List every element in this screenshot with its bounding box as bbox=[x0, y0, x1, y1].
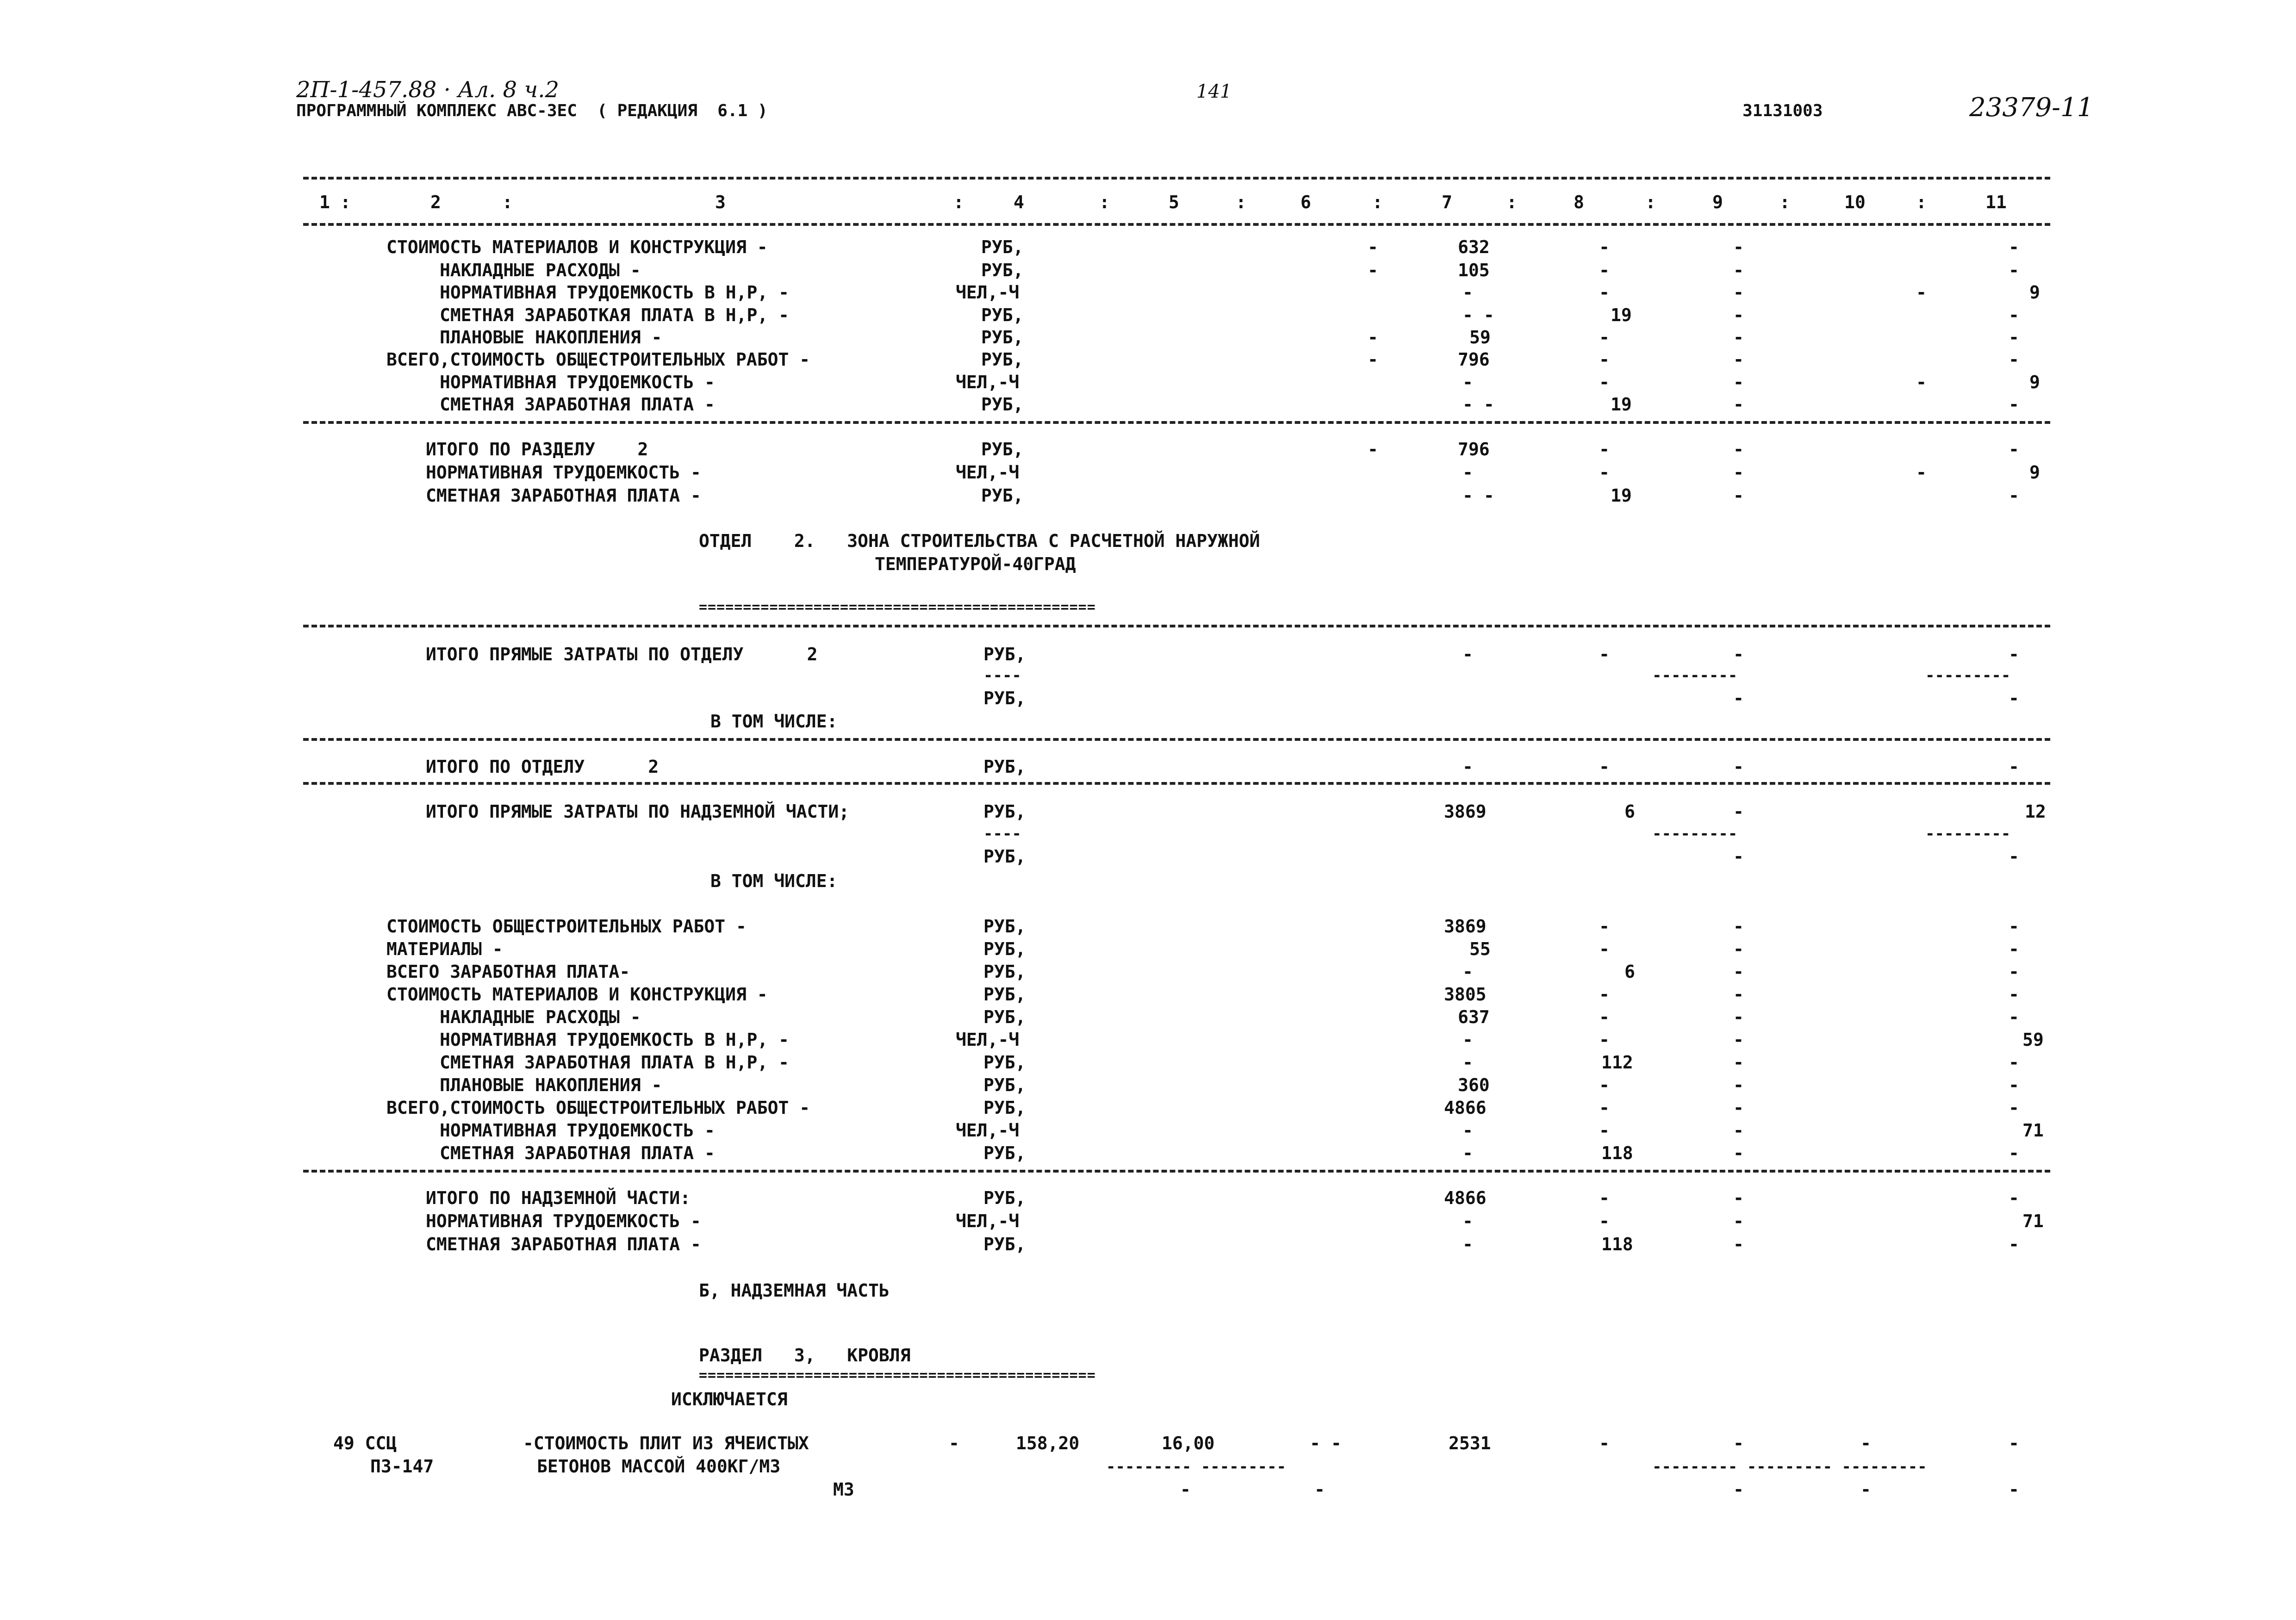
row-unit: РУБ, bbox=[983, 644, 1026, 664]
row-unit: РУБ, bbox=[981, 349, 1024, 370]
row-label: НОРМАТИВНАЯ ТРУДОЕМКОСТЬ - bbox=[426, 1211, 701, 1231]
row-unit: РУБ, bbox=[981, 439, 1024, 459]
row-unit: РУБ, bbox=[983, 916, 1026, 937]
row-label: СМЕТНАЯ ЗАРАБОТНАЯ ПЛАТА - bbox=[426, 485, 701, 506]
row-unit: РУБ, bbox=[981, 237, 1024, 257]
row-unit: РУБ, bbox=[981, 260, 1024, 280]
row-label: НОРМАТИВНАЯ ТРУДОЕМКОСТЬ - bbox=[426, 462, 701, 483]
row-unit: РУБ, bbox=[983, 757, 1026, 777]
row-label: СМЕТНАЯ ЗАРАБОТНАЯ ПЛАТА - bbox=[426, 1234, 701, 1254]
column-header: 11 bbox=[1985, 192, 2007, 212]
row-unit: РУБ, bbox=[983, 1143, 1026, 1163]
section-heading: РАЗДЕЛ 3, КРОВЛЯ bbox=[699, 1345, 911, 1366]
column-header: 8 bbox=[1574, 192, 1584, 212]
heading-underline: ============================================= bbox=[699, 1367, 1096, 1384]
row-label: НАКЛАДНЫЕ РАСХОДЫ - bbox=[440, 260, 641, 280]
including-label: В ТОМ ЧИСЛЕ: bbox=[710, 871, 838, 891]
row-label: НОРМАТИВНАЯ ТРУДОЕМКОСТЬ - bbox=[440, 372, 715, 392]
row-label: СТОИМОСТЬ ОБЩЕСТРОИТЕЛЬНЫХ РАБОТ - bbox=[386, 916, 747, 937]
column-header: 3 bbox=[715, 192, 726, 212]
row-label: СТОИМОСТЬ МАТЕРИАЛОВ И КОНСТРУКЦИЯ - bbox=[386, 984, 768, 1005]
aboveground-direct-costs-label: ИТОГО ПРЯМЫЕ ЗАТРАТЫ ПО НАДЗЕМНОЙ ЧАСТИ; bbox=[426, 801, 850, 822]
column-header: 9 bbox=[1712, 192, 1723, 212]
dept-total-label: ИТОГО ПО ОТДЕЛУ 2 bbox=[426, 757, 659, 777]
dept-direct-costs-label: ИТОГО ПРЯМЫЕ ЗАТРАТЫ ПО ОТДЕЛУ 2 bbox=[426, 644, 818, 664]
item-name: -СТОИМОСТЬ ПЛИТ ИЗ ЯЧЕИСТЫХ bbox=[523, 1433, 809, 1453]
column-header: 5 bbox=[1169, 192, 1179, 212]
heading-underline: ============================================= bbox=[699, 599, 1096, 615]
row-unit: РУБ, bbox=[983, 962, 1026, 982]
row-unit: РУБ, bbox=[983, 846, 1026, 867]
document-code: 31131003 bbox=[1742, 101, 1823, 120]
row-label: НОРМАТИВНАЯ ТРУДОЕМКОСТЬ В Н,Р, - bbox=[440, 1030, 789, 1050]
item-number: 49 ССЦ bbox=[333, 1433, 397, 1453]
row-unit: РУБ, bbox=[983, 1052, 1026, 1073]
program-title: ПРОГРАММНЫЙ КОМПЛЕКС АВС-3ЕС ( РЕДАКЦИЯ 6.1 ) bbox=[296, 101, 768, 120]
row-unit: ЧЕЛ,-Ч bbox=[956, 1120, 1020, 1141]
column-header: 7 bbox=[1442, 192, 1452, 212]
row-label: СМЕТНАЯ ЗАРАБОТНАЯ ПЛАТА В Н,Р, - bbox=[440, 1052, 789, 1073]
row-label: МАТЕРИАЛЫ - bbox=[386, 939, 503, 959]
row-label: ВСЕГО ЗАРАБОТНАЯ ПЛАТА- bbox=[386, 962, 630, 982]
row-label: СМЕТНАЯ ЗАРАБОТКАЯ ПЛАТА В Н,Р, - bbox=[440, 305, 789, 325]
item-name-continued: БЕТОНОВ МАССОЙ 400КГ/М3 bbox=[537, 1456, 781, 1477]
row-unit: РУБ, bbox=[983, 1188, 1026, 1208]
table-top-rule bbox=[303, 177, 2050, 180]
row-label: НАКЛАДНЫЕ РАСХОДЫ - bbox=[440, 1007, 641, 1027]
row-unit: ЧЕЛ,-Ч bbox=[956, 1211, 1020, 1231]
unit-price: 158,20 bbox=[1016, 1433, 1080, 1453]
row-label: ИТОГО ПО РАЗДЕЛУ 2 bbox=[426, 439, 648, 459]
document-reference: 2П-1-457.88 · Ал. 8 ч.2 bbox=[296, 77, 559, 103]
row-unit: РУБ, bbox=[981, 305, 1024, 325]
excluded-note: ИСКЛЮЧАЕТСЯ bbox=[671, 1389, 788, 1409]
department-heading-continued: ТЕМПЕРАТУРОЙ-40ГРАД bbox=[875, 554, 1076, 574]
divider bbox=[303, 421, 2050, 424]
row-label: СМЕТНАЯ ЗАРАБОТНАЯ ПЛАТА - bbox=[440, 394, 715, 415]
row-unit: РУБ, bbox=[981, 327, 1024, 348]
total-cost: 2531 bbox=[1449, 1433, 1491, 1453]
header-bottom-rule bbox=[303, 223, 2050, 226]
row-label: СТОИМОСТЬ МАТЕРИАЛОВ И КОНСТРУКЦИЯ - bbox=[386, 237, 768, 257]
row-unit: РУБ, bbox=[983, 688, 1026, 708]
row-unit: ЧЕЛ,-Ч bbox=[956, 462, 1020, 483]
row-unit: РУБ, bbox=[983, 1234, 1026, 1254]
item-code: ПЗ-147 bbox=[370, 1456, 434, 1477]
row-unit: РУБ, bbox=[981, 485, 1024, 506]
part-heading: Б, НАДЗЕМНАЯ ЧАСТЬ bbox=[699, 1280, 890, 1301]
page-number: 141 bbox=[1196, 81, 1232, 102]
row-label: ПЛАНОВЫЕ НАКОПЛЕНИЯ - bbox=[440, 1075, 662, 1095]
item-unit: М3 bbox=[833, 1479, 854, 1500]
row-label: ВСЕГО,СТОИМОСТЬ ОБЩЕСТРОИТЕЛЬНЫХ РАБОТ - bbox=[386, 1098, 810, 1118]
row-unit: РУБ, bbox=[983, 939, 1026, 959]
column-header: 4 bbox=[1014, 192, 1024, 212]
row-label: СМЕТНАЯ ЗАРАБОТНАЯ ПЛАТА - bbox=[440, 1143, 715, 1163]
row-unit: РУБ, bbox=[983, 984, 1026, 1005]
column-header: 10 bbox=[1844, 192, 1866, 212]
row-label: НОРМАТИВНАЯ ТРУДОЕМКОСТЬ В Н,Р, - bbox=[440, 282, 789, 303]
row-label: ВСЕГО,СТОИМОСТЬ ОБЩЕСТРОИТЕЛЬНЫХ РАБОТ - bbox=[386, 349, 810, 370]
row-unit: РУБ, bbox=[983, 1075, 1026, 1095]
archive-stamp: 23379-11 bbox=[1969, 93, 2094, 123]
row-unit: РУБ, bbox=[983, 1007, 1026, 1027]
row-unit: ЧЕЛ,-Ч bbox=[956, 372, 1020, 392]
row-unit: РУБ, bbox=[983, 1098, 1026, 1118]
row-unit: ЧЕЛ,-Ч bbox=[956, 282, 1020, 303]
row-unit: РУБ, bbox=[983, 801, 1026, 822]
including-label: В ТОМ ЧИСЛЕ: bbox=[710, 711, 838, 732]
quantity: 16,00 bbox=[1162, 1433, 1215, 1453]
row-unit: ЧЕЛ,-Ч bbox=[956, 1030, 1020, 1050]
column-header: 6 bbox=[1300, 192, 1311, 212]
department-heading: ОТДЕЛ 2. ЗОНА СТРОИТЕЛЬСТВА С РАСЧЕТНОЙ НАРУЖНОЙ bbox=[699, 531, 1260, 551]
row-label: ИТОГО ПО НАДЗЕМНОЙ ЧАСТИ: bbox=[426, 1188, 691, 1208]
row-unit: РУБ, bbox=[981, 394, 1024, 415]
row-label: НОРМАТИВНАЯ ТРУДОЕМКОСТЬ - bbox=[440, 1120, 715, 1141]
column-header: 1 bbox=[319, 192, 330, 212]
column-header: 2 bbox=[430, 192, 441, 212]
row-label: ПЛАНОВЫЕ НАКОПЛЕНИЯ - bbox=[440, 327, 662, 348]
